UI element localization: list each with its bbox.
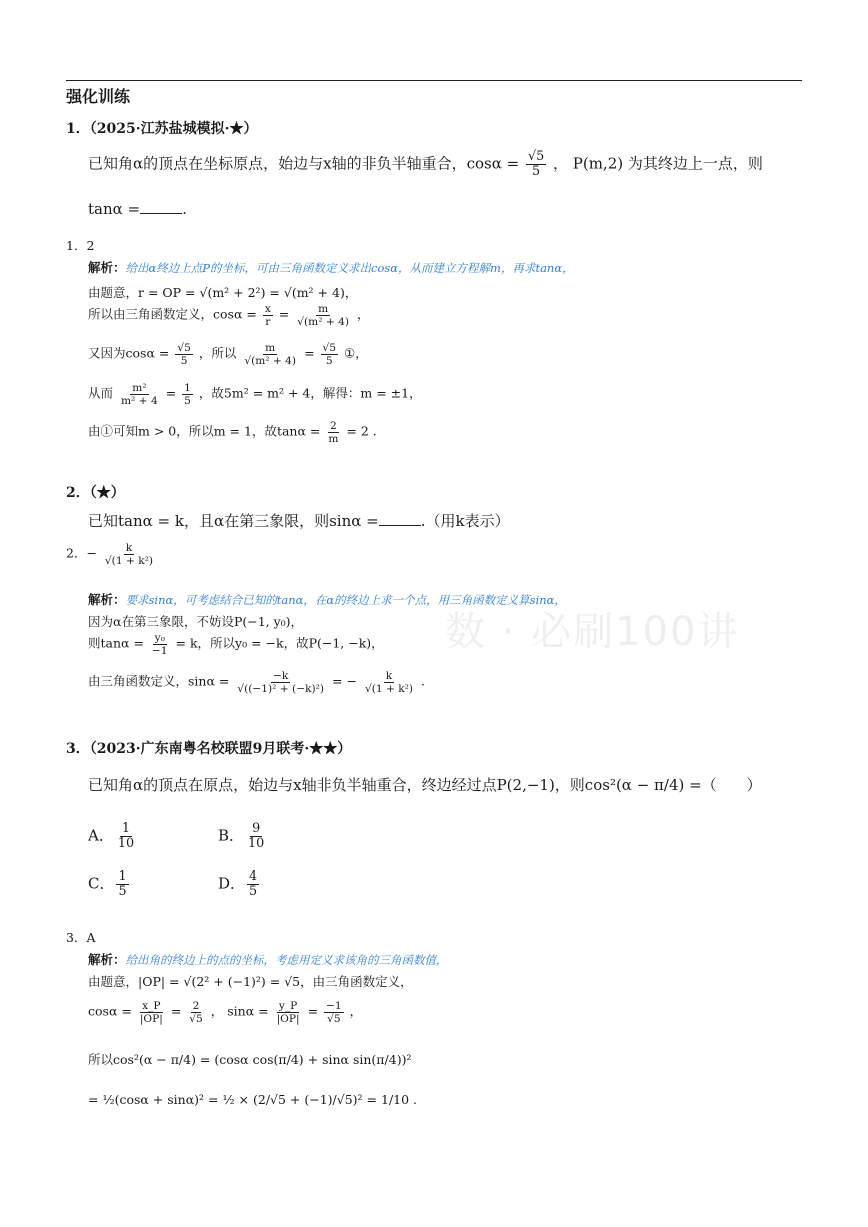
q3-step4: = ½(cosα + sinα)² = ½ × (2/√5 + (−1)/√5)² = 1/10 . [88,1092,418,1107]
q3-option-b: B． $\frac{9}{10}$ [218,821,265,852]
q1-stem-a: 已知角α的顶点在坐标原点，始边与x轴的非负半轴重合，cosα = [88,154,520,173]
q2-step3: 由三角函数定义，sinα = $\frac{-k}{\text{√((−1)² + (−k)²)}}$ = − $\frac{k}{\text{√(1 + k²)}}$ . [88,669,426,695]
q3-stem: 已知角α的顶点在原点，始边与x轴非负半轴重合，终边经过点P(2,−1)，则cos²(α − π/4) =（ ） [88,776,762,794]
answer-blank [140,201,182,214]
section-title: 强化训练 [66,87,131,106]
answer-blank [379,513,421,526]
watermark: 数 · 必刷100讲 [445,609,740,655]
q3-step2: cosα = $\frac{x\_P}{|OP|}$ = $\frac{2}{√5}$ ， sinα = $\frac{y\_P}{|OP|}$ = $\frac{-1}{√5}$ ， [88,999,363,1025]
q1-step3: 又因为cosα = $\frac{√5}{5}$ ，所以 $\frac{m}{\text{√(m² + 4)}}$ = $\frac{√5}{5}$ ①， [88,341,368,367]
q3-answer: 3．A [66,930,96,945]
q1-analysis-hint: 给出α终边上点P的坐标，可由三角函数定义求出cosα，从而建立方程解m，再求tanα， [125,261,574,275]
q1-step2: 所以由三角函数定义，cosα = $\frac{x}{r}$ = $\frac{m}{\text{√(m² + 4)}}$ ， [88,302,370,328]
q2-analysis-hint: 要求sinα，可考虑结合已知的tanα，在α的终边上求一个点，用三角函数定义算sinα， [125,593,566,607]
q1-stem-frac: $\frac{√5}{5}$ [527,149,545,180]
q1-header: 1．（2025·江苏盐城模拟·★） [66,121,258,137]
top-rule [66,80,802,81]
q1-step1: 由题意，r = OP = √(m² + 2²) = √(m² + 4)， [88,285,358,300]
q3-analysis-hint: 给出角的终边上的点的坐标，考虑用定义求该角的三角函数值， [125,953,448,967]
q2-analysis: 解析：要求sinα，可考虑结合已知的tanα，在α的终边上求一个点，用三角函数定义算sinα， [88,592,566,607]
q1-step4: 从而 $\frac{\text{m²}}{\text{m² + 4}}$ = $\frac{1}{5}$ ，故5m² = m² + 4，解得：m = ±1， [88,381,422,407]
q2-step1: 因为α在第三象限，不妨设P(−1, y₀)， [88,614,304,629]
q3-option-d: D． $\frac{4}{5}$ [218,869,258,900]
q3-analysis: 解析：给出角的终边上的点的坐标，考虑用定义求该角的三角函数值， [88,952,448,967]
q2-step2: 则tanα = $\frac{\text{y₀}}{-1}$ = k，所以y₀ = −k，故P(−1, −k)， [88,631,384,657]
q1-analysis: 解析：给出α终边上点P的坐标，可由三角函数定义求出cosα，从而建立方程解m，再求tanα， [88,260,574,275]
q2-header: 2．（★） [66,485,125,501]
q1-step5: 由①可知m > 0，所以m = 1，故tanα = $\frac{2}{m}$ = 2 . [88,419,377,445]
q3-option-c: C． $\frac{1}{5}$ [88,869,127,900]
q3-step1: 由题意，|OP| = √(2² + (−1)²) = √5，由三角函数定义， [88,974,413,989]
q2-stem: 已知tanα = k，且α在第三象限，则sinα = .（用k表示） [88,512,510,530]
q3-option-a: A． $\frac{1}{10}$ [88,821,135,852]
q1-stem-line1 [88,150,763,179]
q1-stem-b: ， P(m,2) 为其终边上一点，则 [553,154,763,173]
q2-answer: 2．− $\frac{k}{\text{√(1 + k²)}}$ [66,541,154,567]
q1-answer: 1．2 [66,238,95,253]
q1-stem-line2: tanα = . [88,200,187,218]
q3-step3: 所以cos²(α − π/4) = (cosα cos(π/4) + sinα sin(π/4))² [88,1052,412,1067]
q3-header: 3．（2023·广东南粤名校联盟9月联考·★★） [66,741,352,757]
